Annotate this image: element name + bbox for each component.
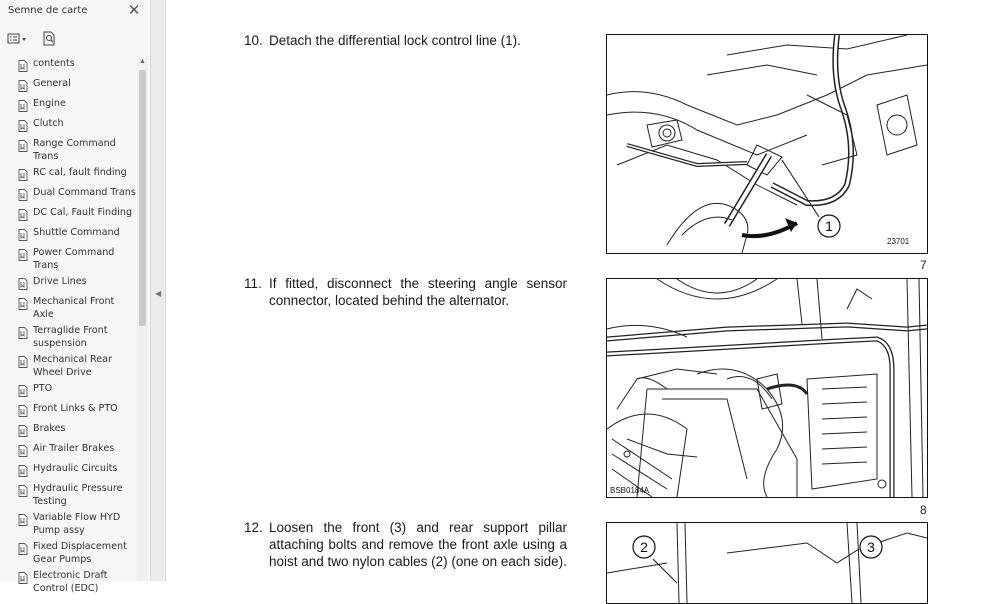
bookmark-item[interactable] (0, 136, 136, 165)
bookmark-item[interactable] (0, 481, 136, 510)
bookmark-icon (18, 59, 28, 71)
bookmark-label: contents (33, 58, 75, 69)
figure-code: 23701 (887, 237, 910, 246)
bookmark-item[interactable] (0, 274, 136, 294)
step-number: 11. (244, 276, 262, 291)
bookmark-item[interactable] (0, 510, 136, 539)
bookmark-label: Dual Command Trans (33, 187, 136, 198)
bookmark-item[interactable] (0, 76, 136, 96)
step-text: If fitted, disconnect the steering angle sensor connector, located behind the alternator. (269, 276, 567, 308)
bookmark-icon (18, 404, 28, 416)
bookmark-label: Shuttle Command (33, 227, 120, 238)
bookmark-label: Hydraulic Circuits (33, 463, 118, 474)
bookmark-icon (18, 119, 28, 131)
bookmark-icon (18, 484, 28, 496)
bookmark-label: Front Links & PTO (33, 403, 118, 414)
bookmark-icon (18, 444, 28, 456)
bookmarks-header (0, 0, 150, 24)
bookmark-item[interactable] (0, 205, 136, 225)
bookmark-label: Power Command Trans (33, 247, 115, 271)
bookmark-label: Mechanical Rear Wheel Drive (33, 354, 112, 378)
bookmark-item[interactable] (0, 568, 136, 597)
figure-code: BSB0184A (610, 486, 650, 495)
bookmark-icon (18, 228, 28, 240)
bookmark-label: Mechanical Front Axle (33, 296, 115, 320)
bookmark-icon (18, 424, 28, 436)
bookmark-label: Fixed Displacement Gear Pumps (33, 541, 127, 565)
find-bookmark-icon[interactable] (42, 30, 58, 48)
collapse-panel-icon[interactable]: ◀ (155, 289, 162, 298)
figure-number: 8 (920, 503, 927, 517)
step-number: 12. (244, 520, 263, 535)
step-text: Loosen the front (3) and rear support pillar attaching bolts and remove the front axle using a hoist and two nylon cables (2) (one on each side). (269, 520, 567, 569)
bookmarks-panel (0, 0, 151, 594)
bookmark-item[interactable] (0, 116, 136, 136)
bookmark-item[interactable] (0, 441, 136, 461)
bookmarks-title: Semne de carte (8, 5, 88, 16)
bookmark-item[interactable] (0, 225, 136, 245)
bookmark-icon (18, 542, 28, 554)
bookmarks-scrollbar[interactable] (137, 56, 148, 581)
bookmark-item[interactable] (0, 539, 136, 568)
bookmark-label: Range Command Trans (33, 138, 116, 162)
bookmark-label: Brakes (33, 423, 66, 434)
bookmark-label: Terraglide Front suspension (33, 325, 108, 349)
bookmarks-toolbar (0, 28, 150, 50)
bookmark-item[interactable] (0, 352, 136, 381)
bookmark-label: RC cal, fault finding (33, 167, 127, 178)
figure-diff-lock-line (606, 34, 928, 254)
bookmark-item[interactable] (0, 245, 136, 274)
bookmark-item[interactable] (0, 185, 136, 205)
callout-1: 1 (825, 218, 833, 234)
bookmark-label: PTO (33, 383, 53, 394)
bookmark-item[interactable] (0, 294, 136, 323)
step-number: 10. (244, 33, 263, 48)
bookmark-icon (18, 384, 28, 396)
bookmark-icon (18, 79, 28, 91)
bookmark-item[interactable] (0, 421, 136, 441)
figure-front-axle-removal (606, 522, 928, 604)
step-text: Detach the differential lock control line (1). (269, 33, 521, 48)
bookmark-icon (18, 99, 28, 111)
figure-steering-sensor (606, 278, 928, 498)
bookmark-icon (18, 464, 28, 476)
bookmark-icon (18, 571, 28, 583)
close-icon[interactable]: ✕ (127, 2, 141, 19)
bookmark-icon (18, 513, 28, 525)
bookmark-icon (18, 188, 28, 200)
bookmark-item[interactable] (0, 461, 136, 481)
bookmark-icon (18, 168, 28, 180)
bookmark-label: General (33, 78, 71, 89)
bookmark-label: Electronic Draft Control (EDC) (33, 570, 108, 594)
bookmark-icon (18, 139, 28, 151)
bookmark-list (0, 56, 136, 594)
bookmark-icon (18, 277, 28, 289)
bookmark-label: Clutch (33, 118, 64, 129)
bookmark-icon (18, 248, 28, 260)
panel-splitter[interactable] (151, 0, 166, 581)
bookmark-icon (18, 355, 28, 367)
bookmark-item[interactable] (0, 96, 136, 116)
document-page (166, 0, 1000, 581)
callout-3: 3 (867, 539, 875, 555)
callout-2: 2 (640, 539, 648, 555)
figure-number: 7 (920, 258, 927, 272)
scrollbar-thumb[interactable] (139, 70, 146, 326)
bookmark-icon (18, 208, 28, 220)
bookmark-label: Variable Flow HYD Pump assy (33, 512, 121, 536)
bookmark-label: Drive Lines (33, 276, 87, 287)
bookmark-item[interactable] (0, 165, 136, 185)
bookmark-item[interactable] (0, 401, 136, 421)
bookmark-label: Engine (33, 98, 66, 109)
bookmark-icon (18, 297, 28, 309)
bookmark-label: DC Cal, Fault Finding (33, 207, 133, 218)
options-menu-icon[interactable] (7, 30, 29, 48)
scroll-up-icon[interactable]: ▲ (139, 58, 146, 65)
bookmark-icon (18, 326, 28, 338)
bookmark-item[interactable] (0, 56, 136, 76)
bookmark-item[interactable] (0, 381, 136, 401)
bookmark-label: Hydraulic Pressure Testing (33, 483, 123, 507)
bookmark-label: Air Trailer Brakes (33, 443, 115, 454)
bookmark-item[interactable] (0, 323, 136, 352)
